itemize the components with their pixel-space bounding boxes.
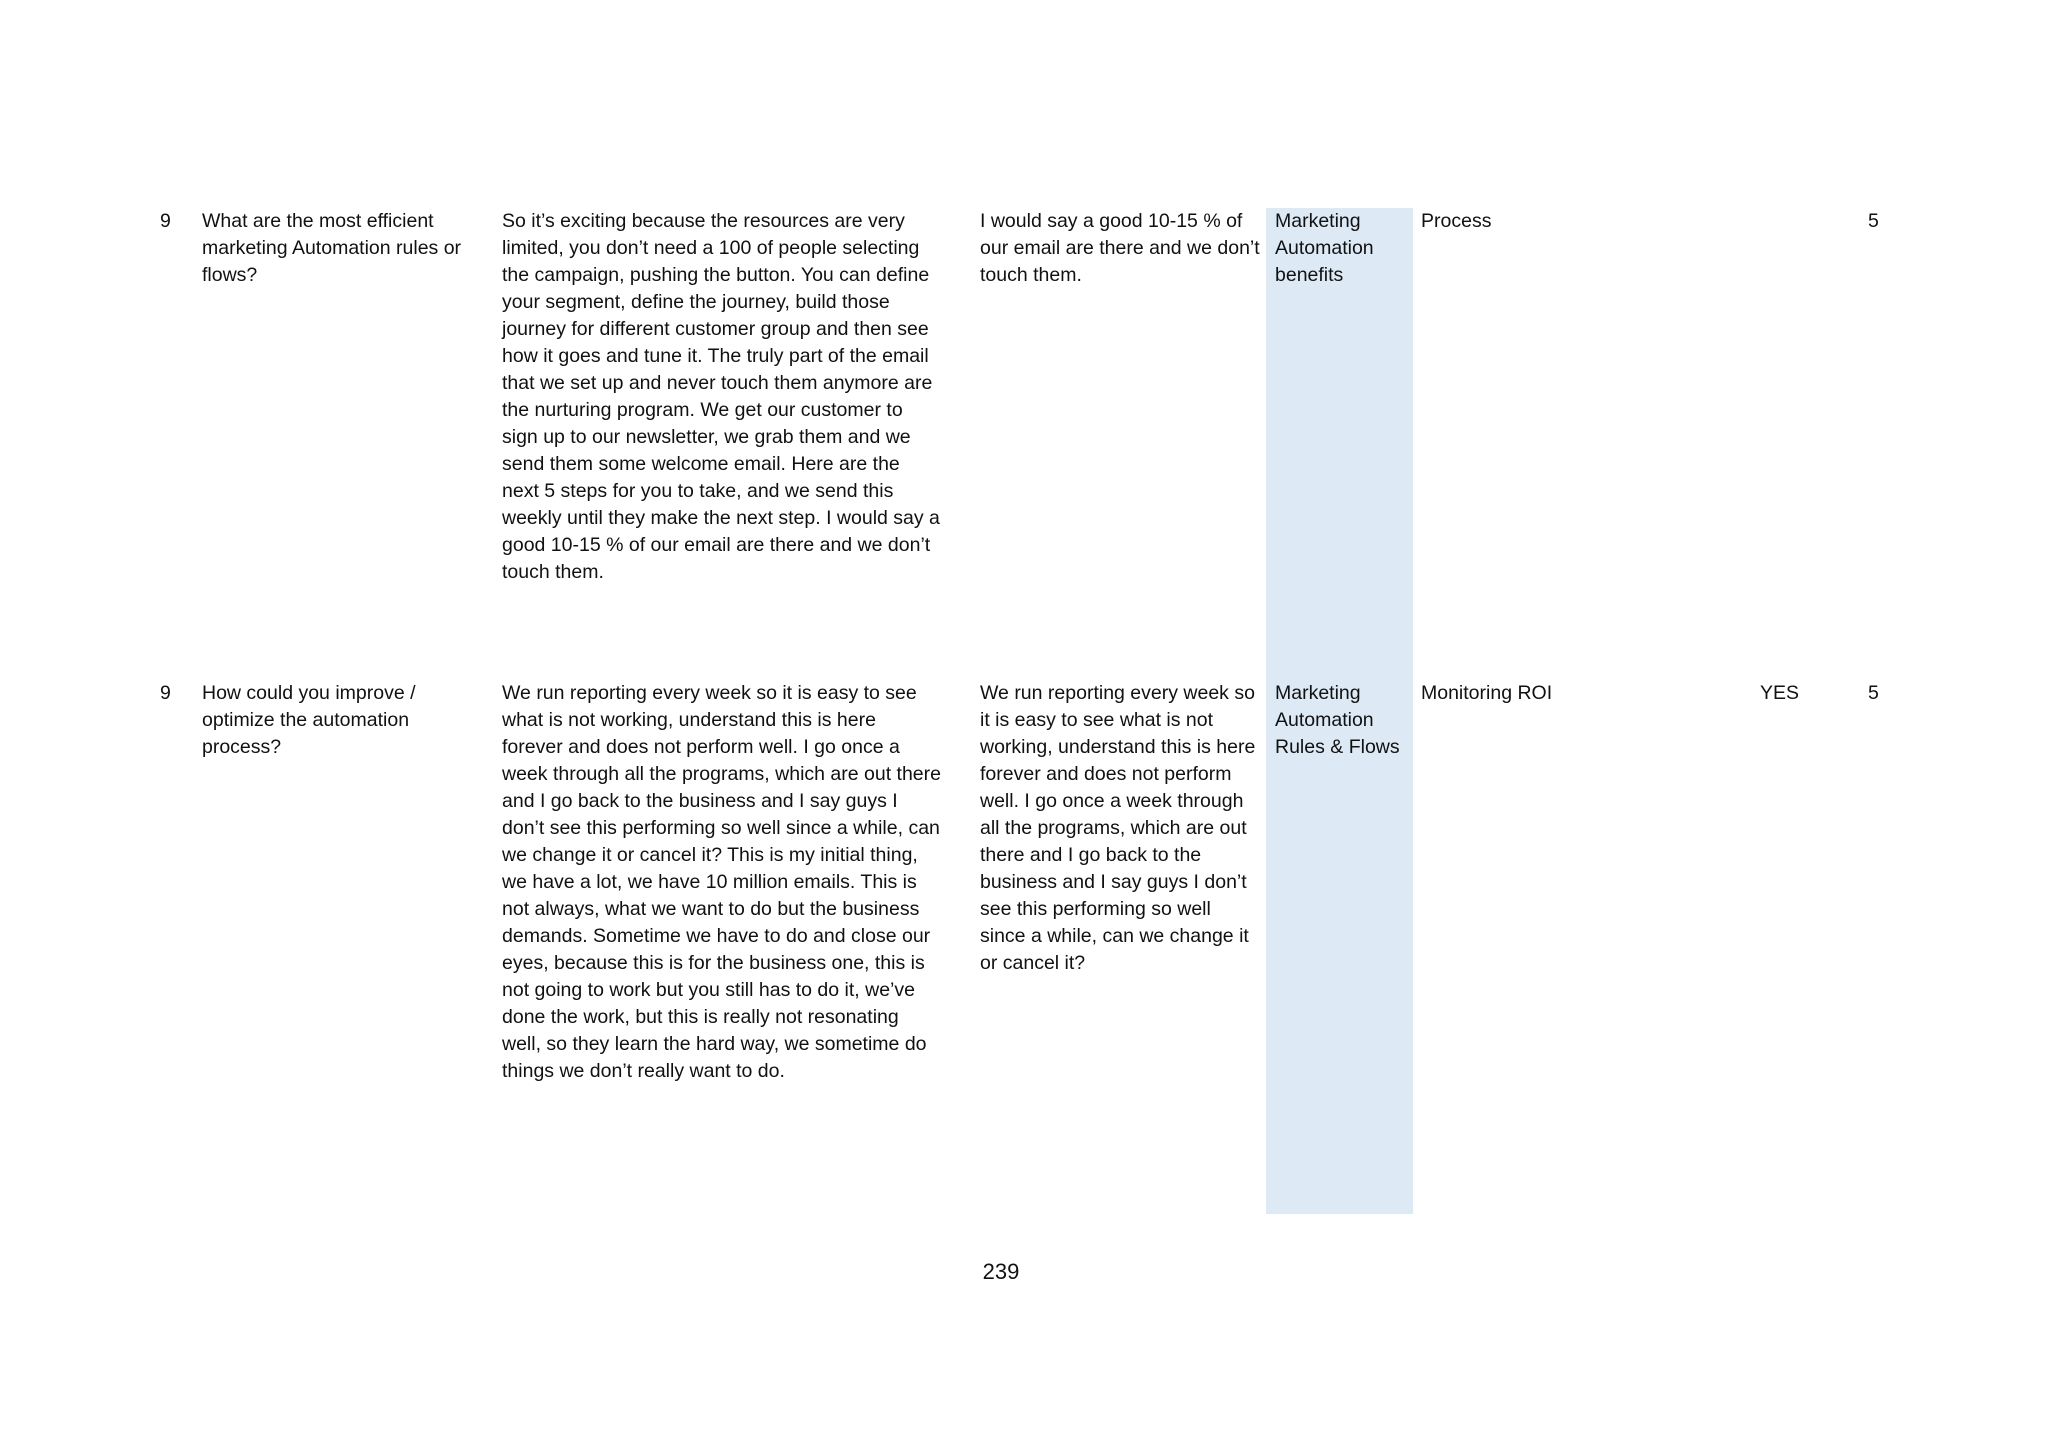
row-number: 9 <box>160 210 171 232</box>
page-number: 239 <box>982 1259 1020 1284</box>
flag-label: YES <box>1760 682 1800 704</box>
key-quote: I would say a good 10-15 % of our email are there and we don’t touch them. <box>980 210 1260 286</box>
code-label: Process <box>1421 210 1492 232</box>
category-label: Marketing Automation benefits <box>1275 210 1374 286</box>
interview-answer: So it’s exciting because the resources are very limited, you don’t need a 100 of people selecting the campaign, pushing the button. You can define your segment, define the journey, build those journey for different customer group and then see how it goes and tune it. The truly part of the email that we set up and never touch them anymore are the nurturing program. We get our customer to sign up to our newsletter, we grab them and we send them some welcome email. Here are the next 5 steps for you to take, and we send this weekly until they make the next step. I would say a good 10-15 % of our email are there and we don’t touch them. <box>502 210 940 583</box>
score-value: 5 <box>1868 210 1879 232</box>
row-number: 9 <box>160 682 171 704</box>
key-quote: We run reporting every week so it is easy to see what is not working, understand this is here forever and does not perform well. I go once a week through all the programs, which are out there and I go back to the business and I say guys I don’t see this performing so well since a while, can we change it or cancel it? <box>980 682 1256 974</box>
score-value: 5 <box>1868 682 1879 704</box>
interview-question: How could you improve / optimize the automation process? <box>202 682 416 758</box>
category-label: Marketing Automation Rules & Flows <box>1275 682 1400 758</box>
interview-answer: We run reporting every week so it is easy to see what is not working, understand this is here forever and does not perform well. I go once a week through all the programs, which are out there and I go back to the business and I say guys I don’t see this performing so well since a while, can we change it or cancel it? This is my initial thing, we have a lot, we have 10 million emails. This is not always, what we want to do but the business demands. Sometime we have to do and close our eyes, because this is for the business one, this is not going to work but you still has to do it, we’ve done the work, but this is really not resonating well, so they learn the hard way, we sometime do things we don’t really want to do. <box>502 682 941 1082</box>
code-label: Monitoring ROI <box>1421 682 1553 704</box>
interview-question: What are the most efficient marketing Automation rules or flows? <box>202 210 462 286</box>
